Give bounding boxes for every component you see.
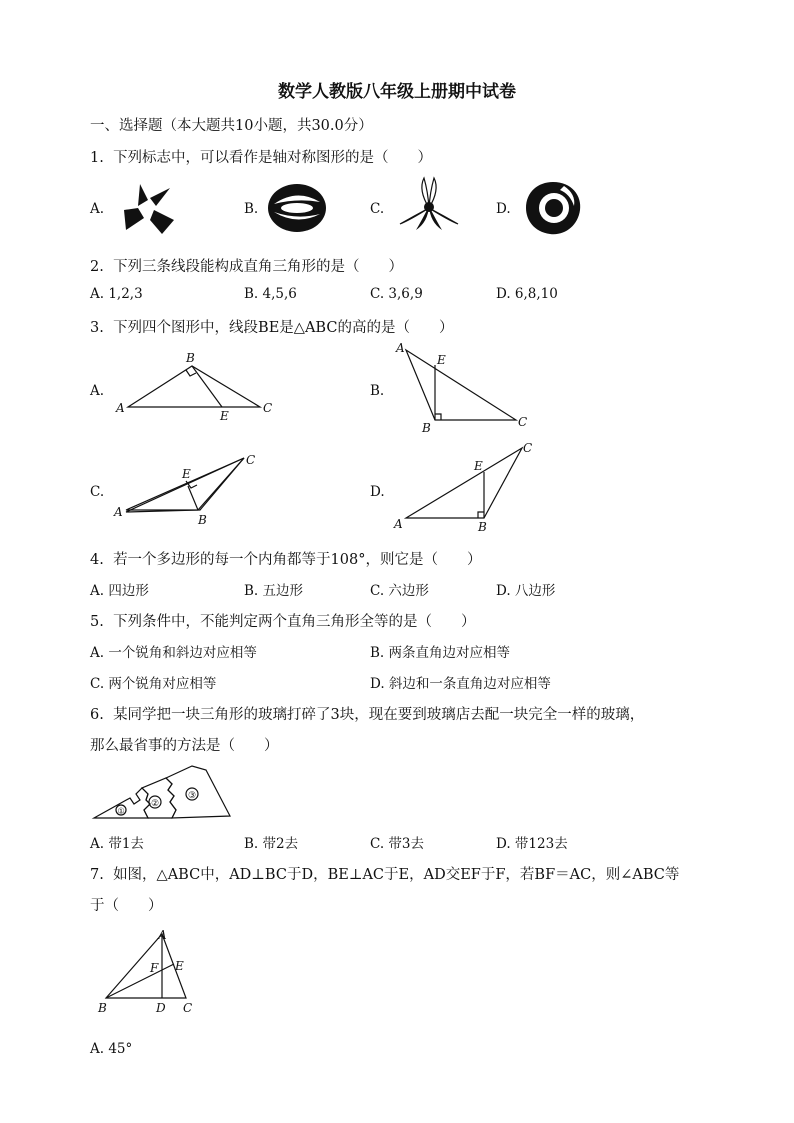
question-5 — [90, 610, 476, 631]
question-number: 1. — [90, 150, 104, 166]
label-b: B — [98, 1001, 107, 1015]
broken-glass-figure — [92, 764, 234, 822]
piece-1-label: ① — [117, 806, 125, 816]
q4-option-c: C. 六边形 — [370, 583, 429, 599]
q2-option-d: D. 6,8,10 — [496, 286, 558, 302]
question-2 — [90, 255, 403, 276]
question-number: 7. — [90, 867, 104, 883]
q2-option-a: A. 1,2,3 — [90, 286, 143, 302]
page-title: 数学人教版八年级上册期中试卷 — [278, 82, 516, 102]
label-b: B — [186, 351, 195, 365]
q3-option-d: D. — [370, 484, 385, 500]
q1-option-d: D. — [496, 201, 511, 217]
q1-option-c: C. — [370, 201, 385, 217]
q3-option-a: A. — [90, 383, 105, 399]
label-e: E — [437, 353, 446, 367]
label-a: A — [114, 505, 123, 519]
q4-option-d: D. 八边形 — [496, 583, 556, 599]
question-number: 4. — [90, 552, 104, 568]
label-a: A — [116, 401, 125, 415]
piece-3-label: ③ — [188, 791, 197, 801]
label-a: A — [396, 341, 405, 355]
question-stem: 某同学把一块三角形的玻璃打碎了3块，现在要到玻璃店去配一块完全一样的玻璃， — [113, 707, 645, 723]
q6-option-b: B. 带2去 — [244, 836, 299, 852]
q3-option-c: C. — [90, 484, 105, 500]
label-c: C — [183, 1001, 193, 1015]
label-c: C — [523, 441, 533, 455]
q7-triangle-figure — [96, 926, 206, 1018]
label-e: E — [175, 959, 184, 973]
q6-option-d: D. 带123去 — [496, 836, 568, 852]
label-c: C — [518, 415, 528, 429]
q3-figure-a — [110, 350, 280, 425]
question-3 — [90, 316, 453, 337]
q2-option-b: B. 4,5,6 — [244, 286, 297, 302]
q2-option-c: C. 3,6,9 — [370, 286, 423, 302]
question-7 — [90, 863, 679, 884]
label-b: B — [478, 520, 487, 534]
q3-option-b: B. — [370, 383, 385, 399]
question-6 — [90, 703, 644, 724]
q5-option-b: B. 两条直角边对应相等 — [370, 645, 511, 661]
q5-option-c: C. 两个锐角对应相等 — [90, 676, 217, 692]
label-e: E — [474, 459, 483, 473]
q4-option-b: B. 五边形 — [244, 583, 304, 599]
question-stem: 下列三条线段能构成直角三角形的是（ ） — [113, 259, 404, 275]
question-4 — [90, 548, 482, 569]
logo-a-icon — [118, 180, 178, 236]
logo-b-icon — [266, 182, 328, 234]
question-7-continued: 于（ ） — [90, 898, 163, 914]
label-e: E — [220, 409, 229, 423]
label-a: A — [158, 928, 167, 942]
label-d: D — [156, 1001, 166, 1015]
question-number: 3. — [90, 320, 104, 336]
label-b: B — [198, 513, 207, 527]
q3-figure-b — [392, 340, 542, 435]
question-1 — [90, 146, 432, 167]
question-stem: 下列四个图形中，线段BE是△ABC的高的是（ ） — [113, 320, 454, 336]
question-number: 5. — [90, 614, 104, 630]
question-6-continued: 那么最省事的方法是（ ） — [90, 738, 279, 754]
question-number: 6. — [90, 707, 104, 723]
label-c: C — [246, 453, 256, 467]
q5-option-d: D. 斜边和一条直角边对应相等 — [370, 676, 551, 692]
label-e: E — [182, 467, 191, 481]
q3-figure-c — [110, 450, 270, 530]
question-stem: 下列标志中，可以看作是轴对称图形的是（ ） — [113, 150, 433, 166]
q6-option-c: C. 带3去 — [370, 836, 425, 852]
q6-option-a: A. 带1去 — [90, 836, 144, 852]
q1-option-a: A. — [90, 201, 105, 217]
piece-2-label: ② — [151, 799, 160, 809]
label-f: F — [150, 961, 159, 975]
label-c: C — [263, 401, 273, 415]
logo-c-icon — [398, 176, 460, 238]
question-number: 2. — [90, 259, 104, 275]
q5-option-a: A. 一个锐角和斜边对应相等 — [90, 645, 257, 661]
q4-option-a: A. 四边形 — [90, 583, 149, 599]
question-stem: 下列条件中，不能判定两个直角三角形全等的是（ ） — [113, 614, 476, 630]
question-stem: 如图，△ABC中，AD⊥BC于D，BE⊥AC于E，AD交EF于F，若BF＝AC，则∠ABC等 — [113, 867, 680, 883]
label-b: B — [422, 421, 431, 435]
label-a: A — [394, 517, 403, 531]
question-stem: 若一个多边形的每一个内角都等于108°，则它是（ ） — [113, 552, 482, 568]
logo-d-icon — [524, 180, 582, 236]
q1-option-b: B. — [244, 201, 259, 217]
q7-option-a: A. 45° — [90, 1041, 133, 1057]
q3-figure-d — [392, 440, 542, 535]
section-heading: 一、选择题（本大题共10小题，共30.0分） — [90, 118, 373, 134]
